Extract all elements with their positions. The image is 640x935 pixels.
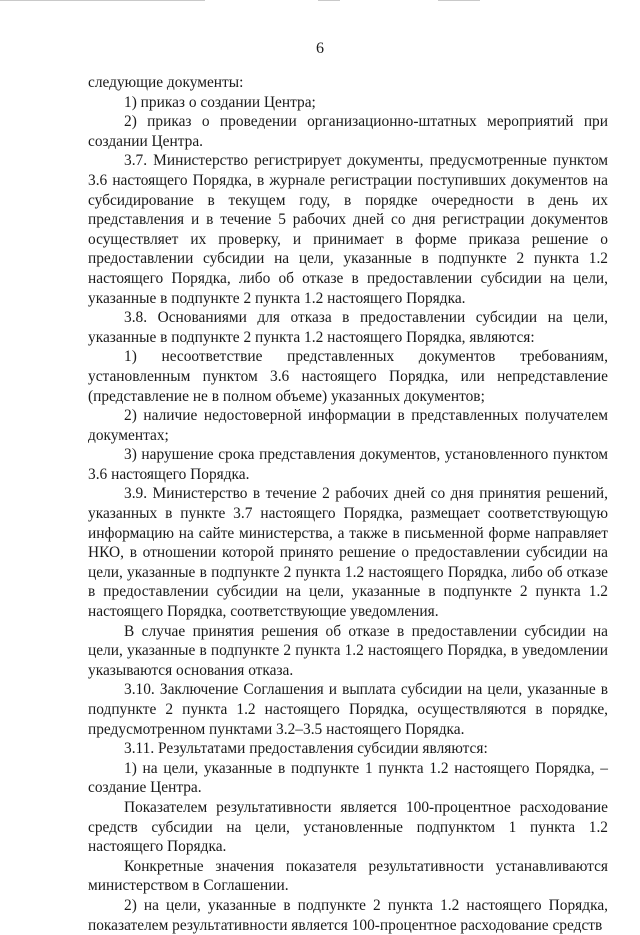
paragraph: следующие документы: (88, 74, 244, 91)
paragraph: 1) приказ о создании Центра; (124, 93, 316, 111)
paragraph: 3) нарушение срока представления документов, установленного пунктом 3.6 настоящего Порядка. (88, 446, 608, 483)
paragraph: 3.8. Основаниями для отказа в предоставлении субсидии на цели, указанные в подпункте 2 пункта 1.2 настоящего Порядка, являются: (88, 309, 608, 346)
paragraph: 3.10. Заключение Соглашения и выплата субсидии на цели, указанные в подпункте 2 пункта 1.2 настоящего Порядка, осуществляются в порядке, предусмотренном пунктами 3.2–3.5 настоящего Порядка. (88, 681, 608, 738)
scan-edge-line-middle (318, 0, 340, 1)
paragraph: 3.11. Результатами предоставления субсидии являются: (124, 740, 488, 758)
paragraph: Конкретные значения показателя результативности устанавливаются министерством в Соглашении. (88, 857, 608, 895)
paragraph: 1) несоответствие представленных документов требованиям, установленным пунктом 3.6 настоящего Порядка, или непредставление (представление не в полном объеме) указанных документов; (88, 348, 608, 405)
paragraph: В случае принятия решения об отказе в предоставлении субсидии на цели, указанные в подпункте 2 пункта 1.2 настоящего Порядка, в уведомлении указываются основания отказа. (88, 622, 608, 679)
paragraph: 3.7. Министерство регистрирует документы, предусмотренные пунктом 3.6 настоящего Порядка, в журнале регистрации поступивших документов на субсидирование в текущем году, в порядке очередности в день их представления и в течение 5 рабочих дней со дня регистрации документов осуществляет их проверку, и принимает в форме приказа решение о предоставлении субсидии на цели, указанные в подпункте 2 пункта 1.2 настоящего Порядка, либо об отказе в предоставлении субсидии на цели, указанные в подпункте 2 пункта 1.2 настоящего Порядка. (88, 152, 608, 307)
scan-edge-line-right (438, 0, 480, 1)
paragraph: 2) наличие недостоверной информации в представленных получателем документах; (88, 407, 608, 444)
page-number: 6 (316, 40, 324, 57)
paragraph: Показателем результативности является 100-процентное расходование средств субсидии на цели, установленные подпунктом 1 пункта 1.2 настоящего Порядка. (88, 798, 608, 856)
paragraph: 2) на цели, указанные в подпункте 2 пункта 1.2 настоящего Порядка, показателем результативности является 100-процентное расходование средств (88, 896, 608, 934)
paragraph: 1) на цели, указанные в подпункте 1 пункта 1.2 настоящего Порядка, – создание Центра. (88, 759, 608, 797)
scan-edge-line-left (0, 0, 205, 1)
document-body (88, 73, 608, 935)
paragraph: 3.9. Министерство в течение 2 рабочих дней со дня принятия решений, указанных в пункте 3.7 настоящего Порядка, размещает соответствующую информацию на сайте министерства, а также в письменной форме направляет НКО, в отношении которой принято решение о предоставлении субсидии на цели, указанные в подпункте 2 пункта 1.2 настоящего Порядка, либо об отказе в предоставлении субсидии на цели, указанные в подпункте 2 пункта 1.2 настоящего Порядка, соответствующие уведомления. (88, 485, 608, 621)
paragraph: 2) приказ о проведении организационно-штатных мероприятий при создании Центра. (88, 113, 608, 150)
